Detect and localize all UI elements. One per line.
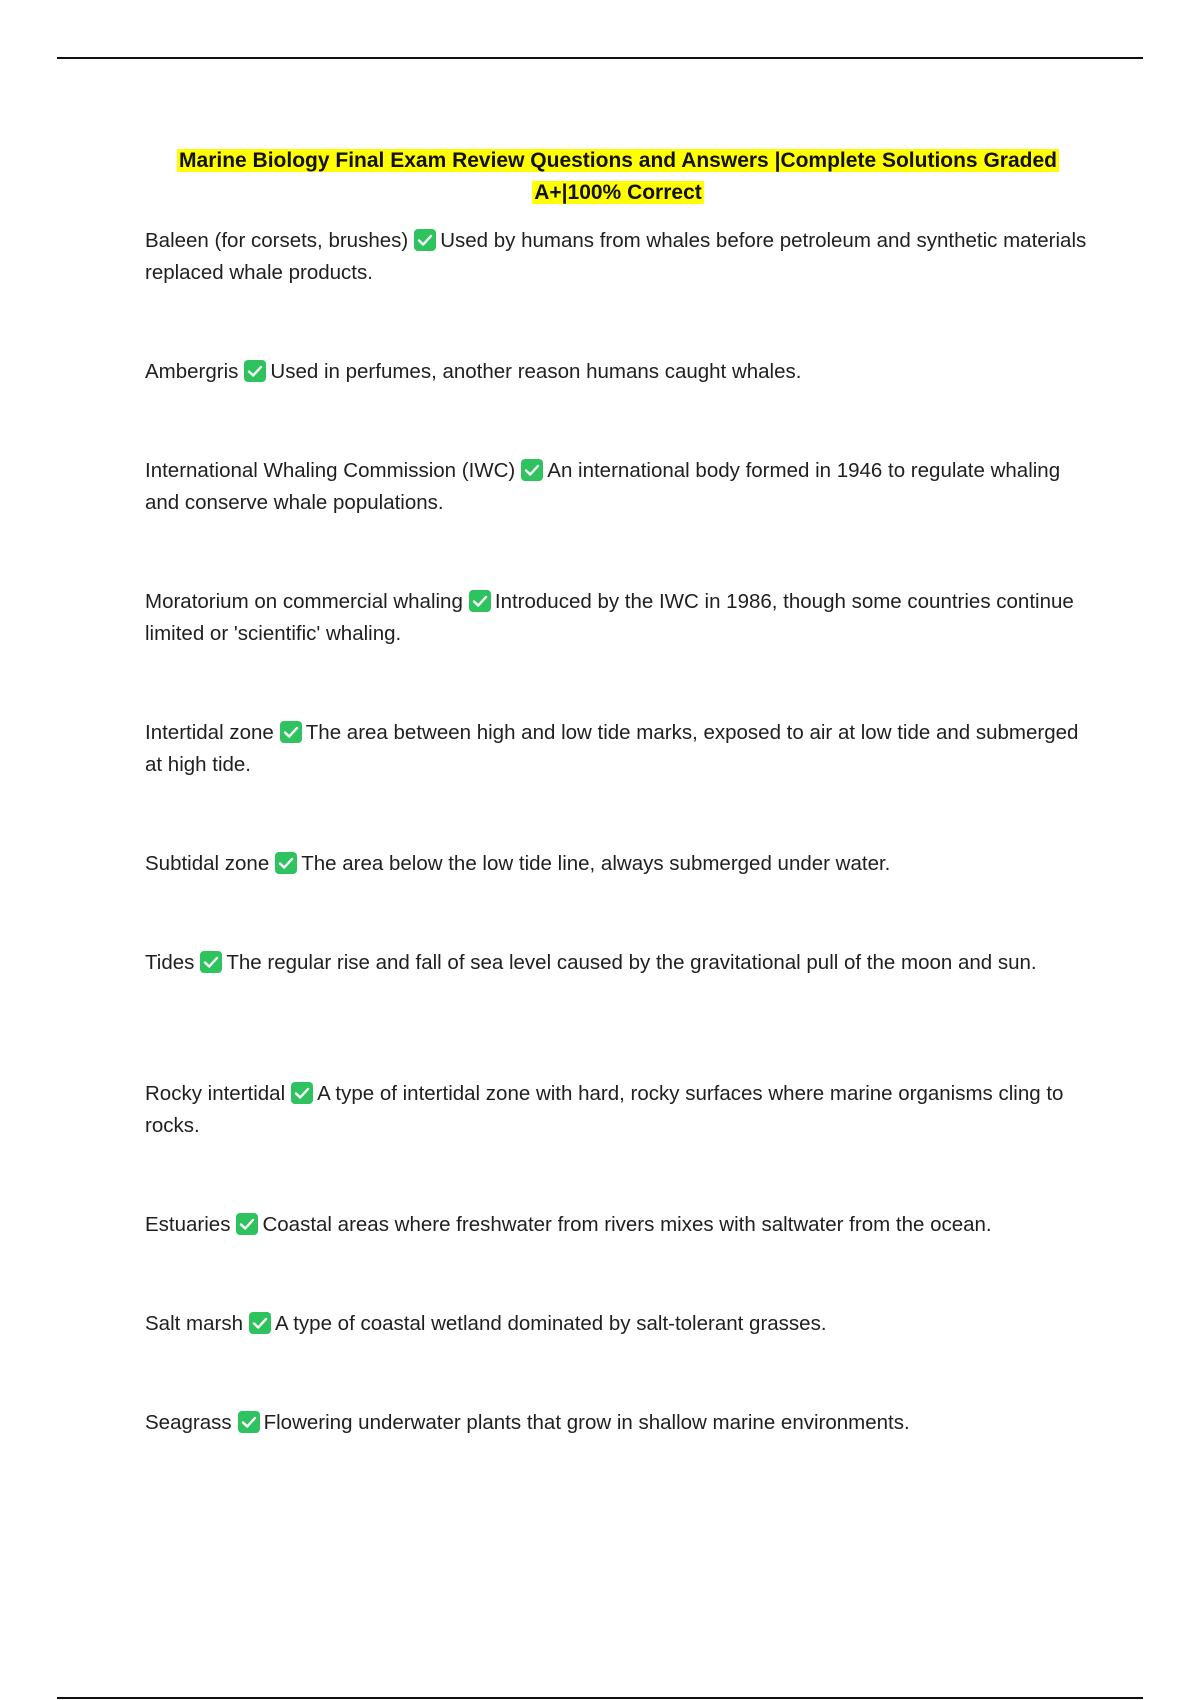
check-box-icon	[291, 1082, 313, 1104]
entry-answer: A type of coastal wetland dominated by salt-tolerant grasses.	[274, 1312, 827, 1335]
qa-entry	[145, 947, 1095, 979]
entry-answer: The area between high and low tide marks, exposed to air at low tide and submerged at high tide.	[145, 721, 1079, 776]
qa-entry	[145, 356, 1095, 388]
qa-entry	[145, 455, 1095, 519]
entry-term: Moratorium on commercial whaling	[145, 590, 463, 613]
entry-term: Ambergris	[145, 360, 239, 383]
entry-answer: Used by humans from whales before petroleum and synthetic materials replaced whale products.	[145, 229, 1087, 284]
qa-entry	[145, 1078, 1095, 1142]
bottom-rule	[57, 1697, 1143, 1699]
check-box-icon	[244, 360, 266, 382]
entry-term: Baleen (for corsets, brushes)	[145, 229, 409, 252]
entry-answer: An international body formed in 1946 to regulate whaling and conserve whale populations.	[145, 459, 1061, 514]
entry-answer: Used in perfumes, another reason humans caught whales.	[270, 360, 802, 383]
check-box-icon	[238, 1411, 260, 1433]
check-box-icon	[521, 459, 543, 481]
check-box-icon	[469, 590, 491, 612]
entry-term: International Whaling Commission (IWC)	[145, 459, 516, 482]
entry-answer: Coastal areas where freshwater from rivers mixes with saltwater from the ocean.	[262, 1213, 992, 1236]
qa-entry	[145, 717, 1095, 781]
entry-term: Tides	[145, 951, 195, 974]
qa-entry	[145, 586, 1095, 650]
entry-answer: The regular rise and fall of sea level caused by the gravitational pull of the moon and sun.	[226, 951, 1037, 974]
document-title-text: Marine Biology Final Exam Review Questions and Answers |Complete Solutions Graded A+|100% Correct	[179, 149, 1057, 204]
entry-term: Salt marsh	[145, 1312, 243, 1335]
entry-term: Subtidal zone	[145, 852, 270, 875]
check-box-icon	[414, 229, 436, 251]
qa-entry	[145, 225, 1095, 289]
qa-entry	[145, 848, 1095, 880]
check-box-icon	[200, 951, 222, 973]
entry-term: Rocky intertidal	[145, 1082, 286, 1105]
entry-term: Intertidal zone	[145, 721, 274, 744]
check-box-icon	[249, 1312, 271, 1334]
top-rule	[57, 57, 1143, 59]
qa-entry	[145, 1407, 1095, 1439]
entry-answer: Flowering underwater plants that grow in shallow marine environments.	[263, 1411, 910, 1434]
qa-entry	[145, 1209, 1095, 1241]
document-title	[145, 145, 1091, 209]
entry-term: Seagrass	[145, 1411, 232, 1434]
entry-term: Estuaries	[145, 1213, 231, 1236]
entry-answer: Introduced by the IWC in 1986, though some countries continue limited or 'scientific' whaling.	[145, 590, 1074, 645]
check-box-icon	[280, 721, 302, 743]
entry-answer: The area below the low tide line, always submerged under water.	[301, 852, 891, 875]
check-box-icon	[275, 852, 297, 874]
check-box-icon	[236, 1213, 258, 1235]
qa-entry	[145, 1308, 1095, 1340]
entry-answer: A type of intertidal zone with hard, rocky surfaces where marine organisms cling to rocks.	[145, 1082, 1064, 1137]
